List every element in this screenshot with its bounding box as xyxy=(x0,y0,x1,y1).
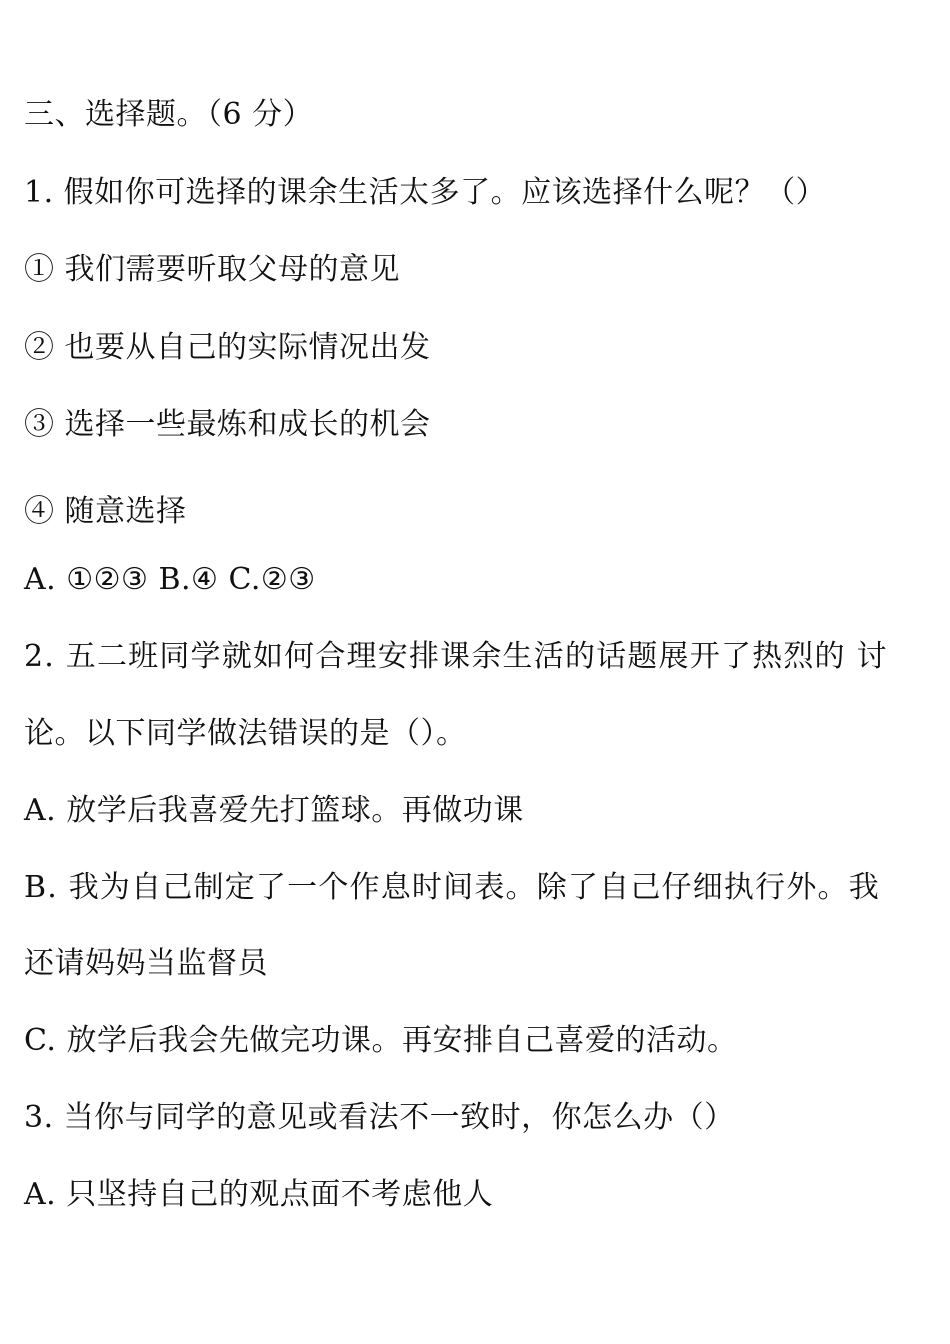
question-3-option-a: A. 只坚持自己的观点面不考虑他人 xyxy=(24,1177,494,1212)
question-2-option-c: C. 放学后我会先做完功课。再安排自己喜爱的活动。 xyxy=(24,1023,738,1058)
question-1-stem: 1. 假如你可选择的课余生活太多了。应该选择什么呢？（） xyxy=(24,175,827,210)
question-2-option-b-line-1: B. 我为自己制定了一个作息时间表。除了自己仔细执行外。我 xyxy=(24,870,880,905)
question-1-item-1: ① 我们需要听取父母的意见 xyxy=(24,252,401,287)
question-2-option-b-line-2: 还请妈妈当监督员 xyxy=(24,946,268,981)
question-1-item-3: ③ 选择一些最炼和成长的机会 xyxy=(24,407,431,442)
section-heading: 三、选择题。（6 分） xyxy=(24,97,314,132)
question-1-item-2: ② 也要从自己的实际情况出发 xyxy=(24,330,431,365)
question-2-stem-line-2: 论。以下同学做法错误的是（）。 xyxy=(24,716,467,751)
question-1-item-4: ④ 随意选择 xyxy=(24,494,187,529)
question-2-stem-line-1: 2. 五二班同学就如何合理安排课余生活的话题展开了热烈的 讨 xyxy=(24,639,888,674)
question-1-options: A. ①②③ B.④ C.②③ xyxy=(24,562,316,597)
question-2-option-a: A. 放学后我喜爱先打篮球。再做功课 xyxy=(24,793,524,828)
question-3-stem: 3. 当你与同学的意见或看法不一致时，你怎么办（） xyxy=(24,1100,735,1135)
